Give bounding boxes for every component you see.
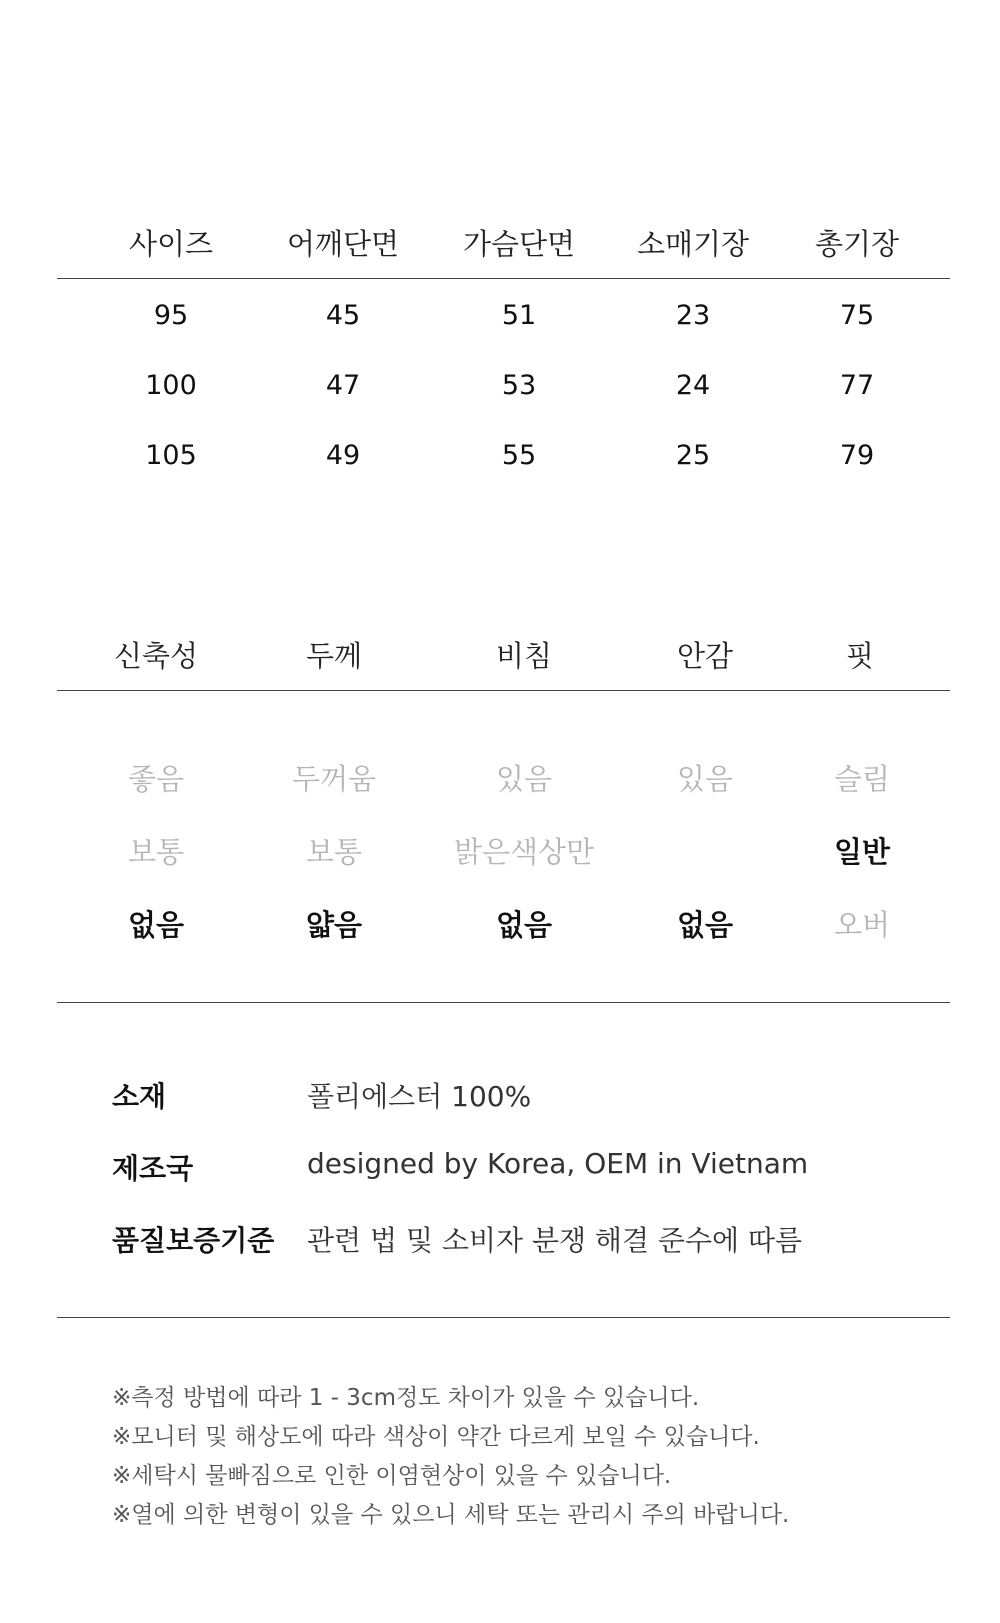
size-cell: 47 [325, 370, 361, 401]
size-header-shoulder: 어깨단면 [286, 227, 400, 261]
size-cell: 105 [145, 440, 197, 471]
info-section-divider [57, 1317, 950, 1318]
size-cell: 75 [839, 300, 875, 331]
size-header-sleeve: 소매기장 [636, 227, 750, 261]
size-cell: 95 [153, 300, 189, 331]
note-line: ※측정 방법에 따라 1 - 3cm정도 차이가 있을 수 있습니다. [112, 1385, 700, 1411]
attr-option: 얇음 [305, 908, 363, 942]
attr-header-stretch: 신축성 [113, 639, 199, 673]
note-line: ※세탁시 물빠짐으로 인한 이염현상이 있을 수 있습니다. [112, 1463, 672, 1489]
size-header-size: 사이즈 [128, 227, 214, 261]
attr-option: 좋음 [127, 762, 185, 796]
size-cell: 79 [839, 440, 875, 471]
attr-option: 없음 [495, 908, 553, 942]
size-cell: 45 [325, 300, 361, 331]
attr-header-fit: 핏 [845, 639, 875, 673]
attribute-table-divider [57, 690, 950, 691]
attr-option: 없음 [127, 908, 185, 942]
attr-header-thickness: 두께 [305, 639, 363, 673]
attr-option: 있음 [495, 762, 553, 796]
attr-option: 오버 [833, 908, 891, 942]
size-cell: 23 [675, 300, 711, 331]
size-cell: 77 [839, 370, 875, 401]
size-cell: 51 [501, 300, 537, 331]
note-line: ※모니터 및 해상도에 따라 색상이 약간 다르게 보일 수 있습니다. [112, 1424, 760, 1450]
info-label-warranty: 품질보증기준 [112, 1224, 275, 1257]
attr-option: 있음 [676, 762, 734, 796]
info-value-material: 폴리에스터 100% [307, 1080, 532, 1113]
attr-header-see-through: 비침 [495, 639, 553, 673]
note-line: ※열에 의한 변형이 있을 수 있으니 세탁 또는 관리시 주의 바랍니다. [112, 1502, 790, 1528]
size-cell: 55 [501, 440, 537, 471]
size-cell: 49 [325, 440, 361, 471]
info-label-material: 소재 [112, 1080, 167, 1113]
size-cell: 25 [675, 440, 711, 471]
size-header-length: 총기장 [814, 227, 900, 261]
attr-option: 일반 [833, 835, 891, 869]
size-cell: 100 [145, 370, 197, 401]
attr-option: 두꺼움 [291, 762, 377, 796]
attr-option: 보통 [127, 835, 185, 869]
attr-option: 슬림 [833, 762, 891, 796]
attr-header-lining: 안감 [676, 639, 734, 673]
attribute-section-divider [57, 1002, 950, 1003]
size-cell: 24 [675, 370, 711, 401]
size-header-chest: 가슴단면 [462, 227, 576, 261]
info-value-origin: designed by Korea, OEM in Vietnam [307, 1147, 809, 1180]
size-table-divider [57, 278, 950, 279]
attr-option: 보통 [305, 835, 363, 869]
attr-option: 밝은색상만 [453, 835, 595, 869]
info-value-warranty: 관련 법 및 소비자 분쟁 해결 준수에 따름 [307, 1224, 803, 1257]
info-label-origin: 제조국 [112, 1152, 194, 1185]
attr-option: 없음 [676, 908, 734, 942]
size-cell: 53 [501, 370, 537, 401]
